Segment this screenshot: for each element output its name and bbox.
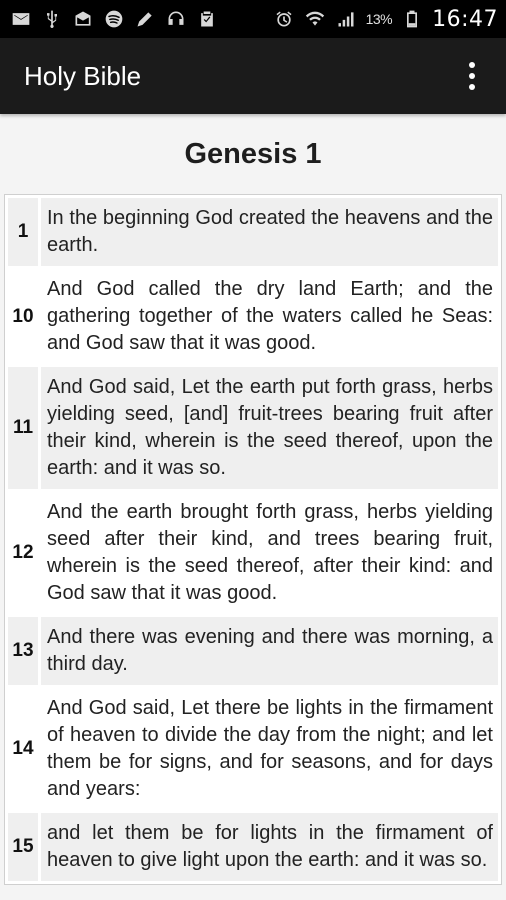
mailbox-icon [72,8,94,30]
wifi-icon [304,8,326,30]
pen-icon [134,8,156,30]
verse-number: 1 [8,198,38,266]
verse-row[interactable] [8,269,498,364]
verse-row[interactable] [8,813,498,881]
app-title: Holy Bible [24,60,142,91]
verse-row[interactable] [8,617,498,685]
usb-icon [41,8,63,30]
verse-number: 11 [8,367,38,489]
verse-number: 14 [8,688,38,810]
email-icon [10,8,32,30]
chapter-content [0,114,506,885]
verse-text: In the beginning God created the heavens and the earth. [41,198,498,266]
verse-row[interactable] [8,688,498,810]
overflow-menu-icon[interactable] [458,56,486,96]
spotify-icon [103,8,125,30]
verse-table [4,194,502,885]
battery-icon [401,8,423,30]
chapter-title: Genesis 1 [184,138,322,170]
verse-number: 13 [8,617,38,685]
verse-number: 10 [8,269,38,364]
verse-row[interactable] [8,492,498,614]
system-icons [273,7,498,32]
verse-text: And the earth brought forth grass, herbs yielding seed after their kind, and trees bearing fruit, wherein is the seed thereof, after their kind: and God saw that it was good. [41,492,498,614]
verse-number: 12 [8,492,38,614]
clipboard-icon [196,8,218,30]
verse-number: 15 [8,813,38,881]
verse-text: And there was evening and there was morning, a third day. [41,617,498,685]
verse-text: And God called the dry land Earth; and the gathering together of the waters called he Seas: and God saw that it was good. [41,269,498,364]
verse-row[interactable] [8,198,498,266]
clock: 16:47 [432,6,498,32]
verse-text: And God said, Let the earth put forth grass, herbs yielding seed, [and] fruit-trees bearing fruit after their kind, wherein is the seed thereof, upon the earth: and it was so. [41,367,498,489]
notification-icons [10,8,218,30]
alarm-icon [273,8,295,30]
headphones-icon [165,8,187,30]
verse-text: And God said, Let there be lights in the firmament of heaven to divide the day from the night; and let them be for signs, and for seasons, and for days and years: [41,688,498,810]
app-bar [0,38,506,114]
verse-row[interactable] [8,367,498,489]
status-bar [0,0,506,38]
battery-percentage: 13% [365,11,393,27]
cell-signal-icon [335,8,357,30]
verse-text: and let them be for lights in the firmament of heaven to give light upon the earth: and it was so. [41,813,498,881]
